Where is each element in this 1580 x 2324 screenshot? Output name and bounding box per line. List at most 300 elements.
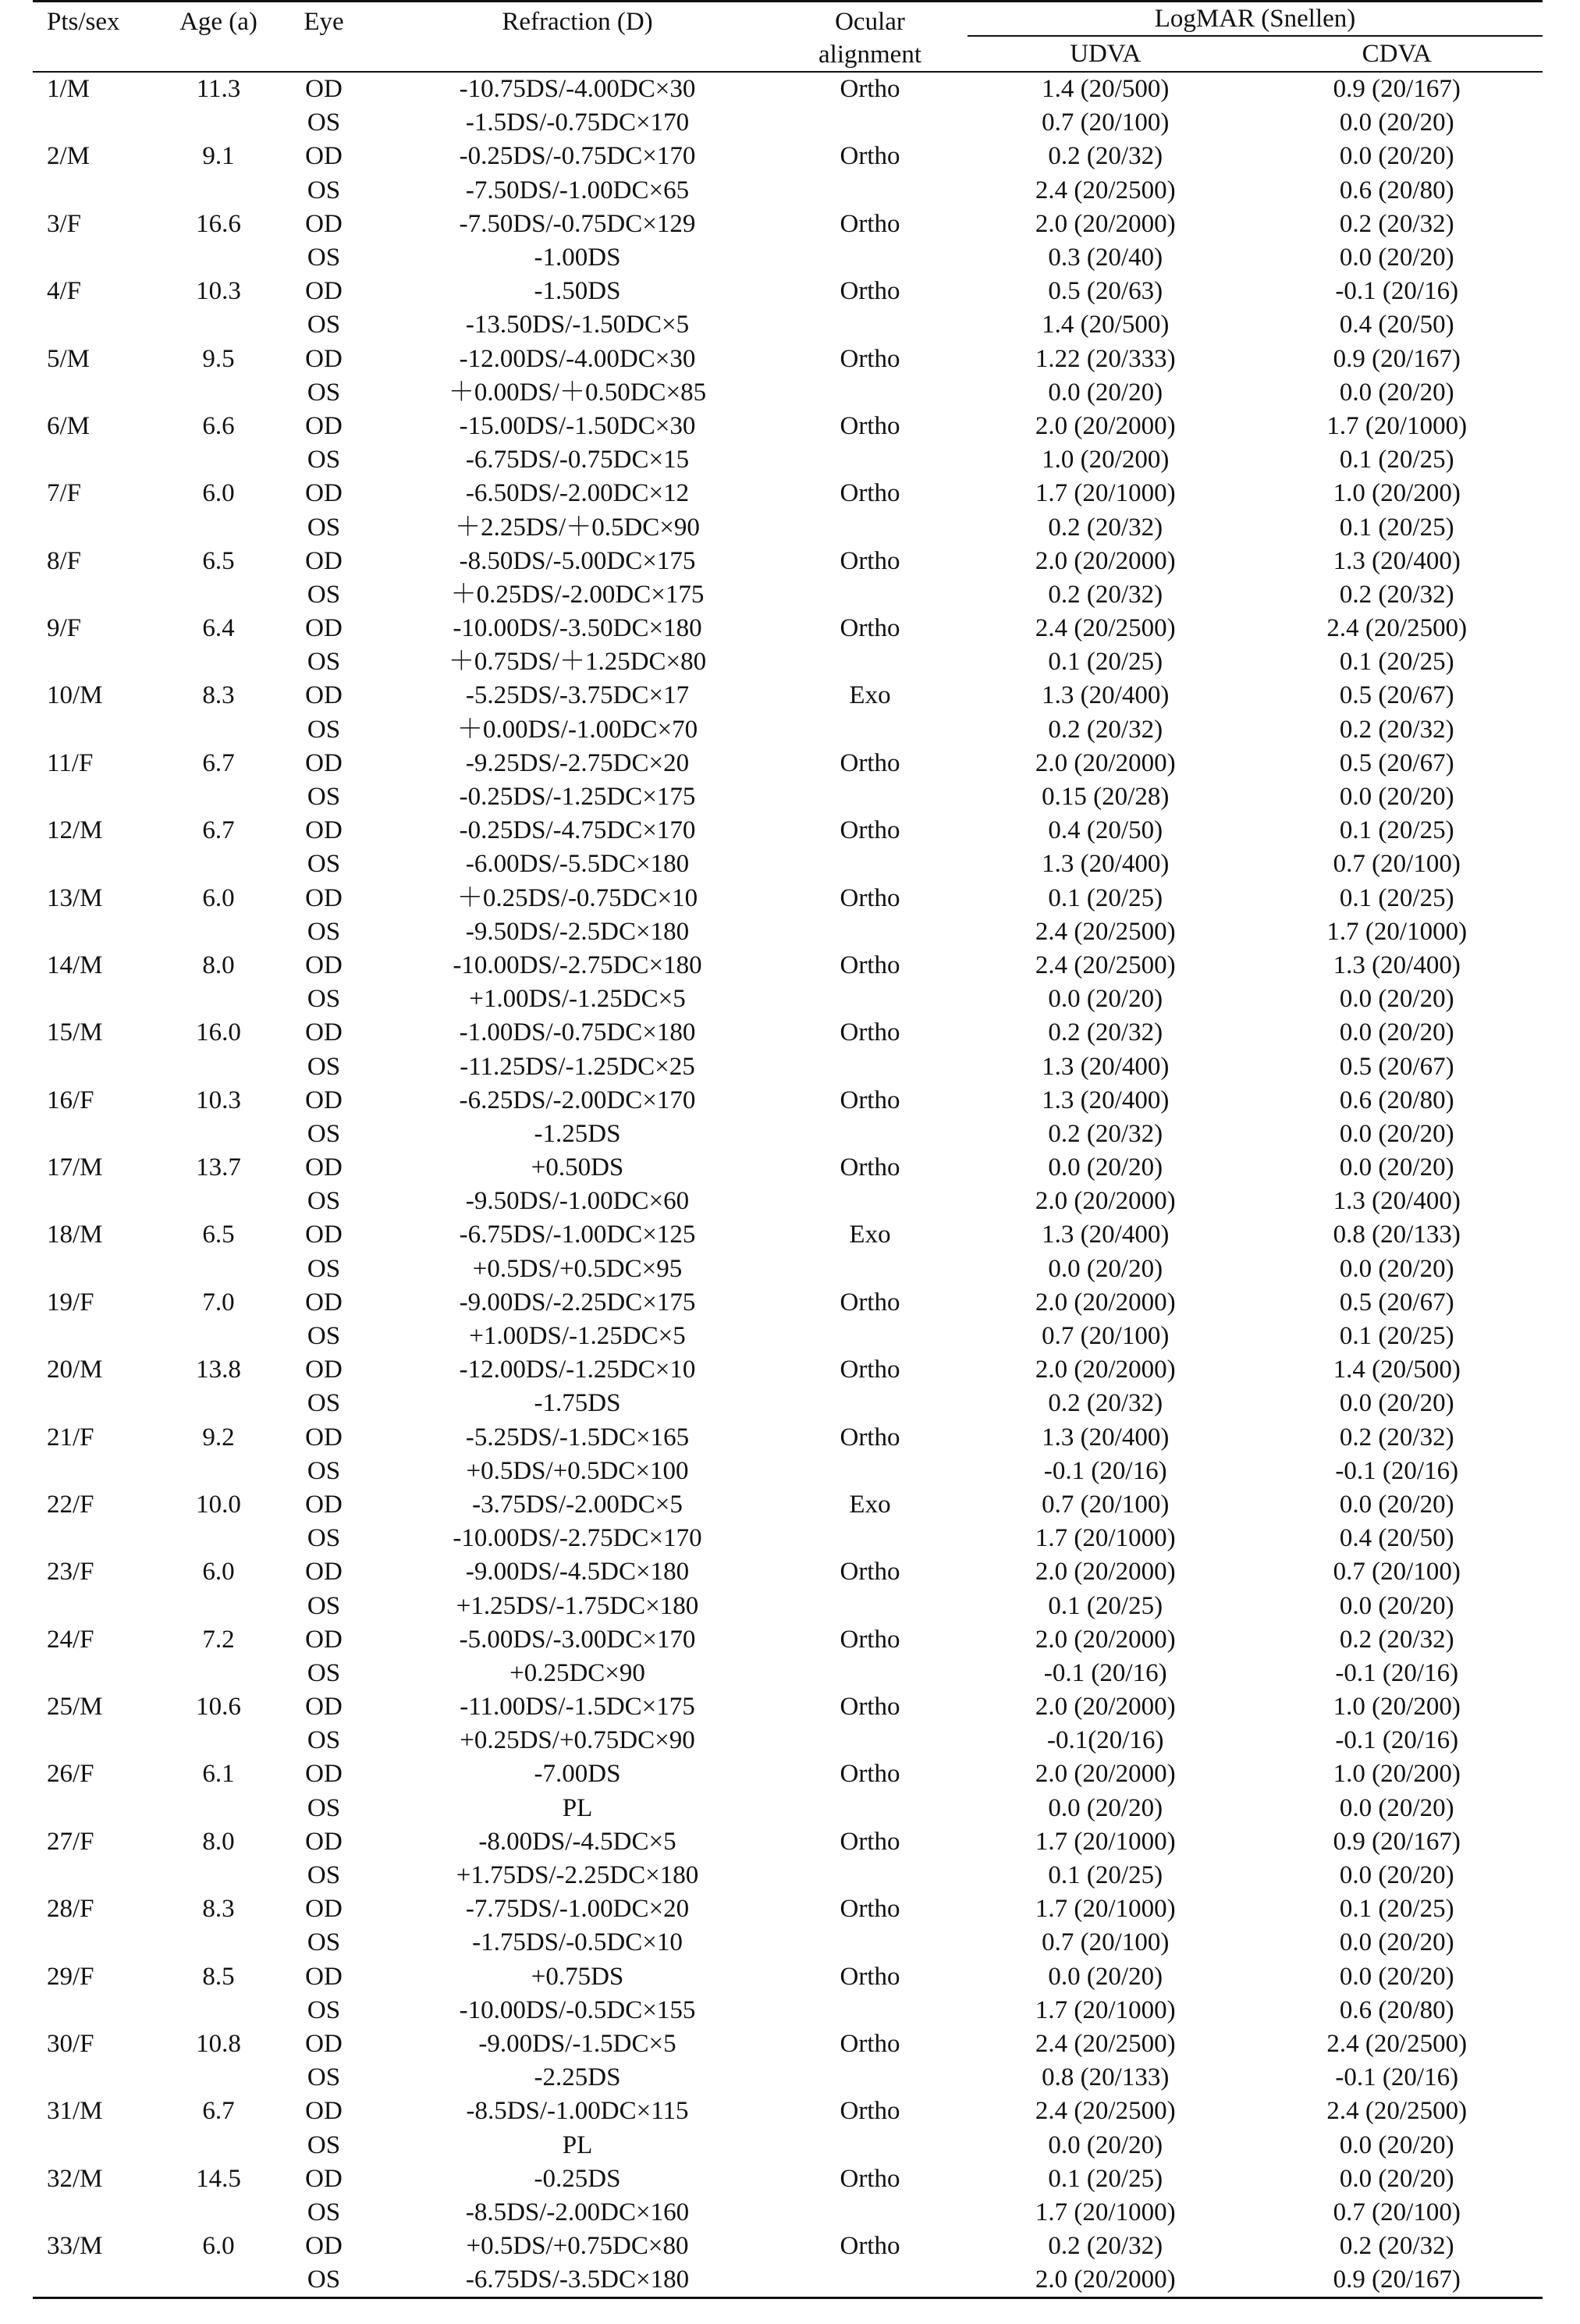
- cell-cdva: 1.0 (20/200): [1333, 1760, 1461, 1789]
- cell-eye: OS: [307, 1389, 341, 1418]
- cell-patient-sex: [33, 1589, 164, 1622]
- cell-ocular-alignment: Ortho: [840, 1760, 900, 1789]
- cell-refraction: -6.00DS/-5.5DC×180: [465, 850, 690, 879]
- cell-patient-sex: 13/M: [47, 883, 103, 912]
- cell-udva: 0.0 (20/20): [1048, 985, 1163, 1014]
- cell-cdva: 1.3 (20/400): [1333, 1187, 1461, 1216]
- cell-refraction: -11.00DS/-1.5DC×175: [460, 1693, 695, 1722]
- cell-age: [164, 780, 273, 814]
- cell-eye: OS: [307, 648, 341, 677]
- cell-udva: 2.4 (20/2500): [1035, 917, 1176, 946]
- cell-refraction: -9.50DS/-2.5DC×180: [465, 917, 690, 946]
- cell-eye: OS: [307, 1928, 341, 1957]
- cell-ocular-alignment: [780, 1522, 960, 1555]
- cell-age: [164, 443, 273, 477]
- cell-udva: 0.7 (20/100): [1042, 1928, 1170, 1957]
- cell-cdva: 0.0 (20/20): [1339, 985, 1454, 1014]
- cell-ocular-alignment: Ortho: [840, 411, 900, 440]
- cell-age: 8.0: [202, 1827, 235, 1856]
- cell-eye: OD: [305, 277, 343, 306]
- cell-eye: OD: [305, 2029, 343, 2058]
- cell-eye: OS: [307, 176, 341, 204]
- cell-udva: 1.4 (20/500): [1042, 75, 1170, 104]
- cell-patient-sex: [33, 1320, 164, 1353]
- cell-eye: OD: [305, 1693, 343, 1722]
- cell-age: 6.6: [202, 411, 235, 440]
- cell-cdva: 0.9 (20/167): [1333, 1827, 1461, 1856]
- table-row: [33, 1994, 1543, 2027]
- cell-patient-sex: [33, 174, 164, 208]
- cell-ocular-alignment: Ortho: [840, 1018, 900, 1047]
- cell-cdva: 0.0 (20/20): [1339, 1490, 1454, 1519]
- cell-age: 6.7: [202, 816, 235, 845]
- cell-age: [164, 241, 273, 275]
- table-row: [33, 1757, 1543, 1791]
- cell-patient-sex: 20/M: [47, 1356, 103, 1384]
- cell-ocular-alignment: Ortho: [840, 209, 900, 238]
- cell-refraction: -3.75DS/-2.00DC×5: [472, 1490, 683, 1519]
- table-row: [33, 2027, 1543, 2061]
- cell-patient-sex: 23/F: [47, 1558, 94, 1587]
- cell-ocular-alignment: Ortho: [840, 1086, 900, 1114]
- cell-ocular-alignment: Ortho: [840, 1962, 900, 1991]
- table-row: [33, 2128, 1543, 2162]
- cell-udva: 1.3 (20/400): [1042, 1221, 1170, 1249]
- cell-udva: 1.7 (20/1000): [1035, 1827, 1176, 1856]
- cell-refraction: ＋0.25DS/-2.00DC×175: [450, 580, 705, 609]
- cell-udva: 0.2 (20/32): [1048, 1018, 1163, 1047]
- cell-patient-sex: [33, 1387, 164, 1420]
- table-row: [33, 2162, 1543, 2196]
- cell-ocular-alignment: [780, 1994, 960, 2027]
- table-row: [33, 1657, 1543, 1690]
- cell-age: [164, 1050, 273, 1083]
- cell-ocular-alignment: [780, 1859, 960, 1892]
- header-logmar-label: LogMAR (Snellen): [968, 2, 1543, 37]
- cell-age: 6.0: [202, 1558, 235, 1587]
- cell-ocular-alignment: Ortho: [840, 277, 900, 306]
- cell-eye: OD: [305, 1490, 343, 1519]
- cell-age: [164, 1387, 273, 1420]
- cell-udva: 0.0 (20/20): [1048, 1793, 1163, 1822]
- cell-udva: 0.2 (20/32): [1048, 2232, 1163, 2261]
- cell-ocular-alignment: [780, 510, 960, 544]
- cell-refraction: -6.50DS/-2.00DC×12: [465, 479, 690, 508]
- header-row-1: [33, 2, 1543, 37]
- cell-patient-sex: 2/M: [47, 142, 91, 171]
- cell-eye: OS: [307, 243, 341, 272]
- cell-patient-sex: [33, 848, 164, 881]
- cell-age: 10.3: [196, 1086, 241, 1114]
- cell-age: [164, 645, 273, 679]
- cell-cdva: 1.0 (20/200): [1333, 1693, 1461, 1722]
- table-row: [33, 2263, 1543, 2298]
- cell-age: 7.0: [202, 1288, 235, 1317]
- table-row: [33, 1016, 1543, 1050]
- cell-refraction: -1.75DS/-0.5DC×10: [472, 1928, 683, 1957]
- table-row: [33, 477, 1543, 510]
- cell-refraction: -9.50DS/-1.00DC×60: [465, 1187, 690, 1216]
- cell-patient-sex: 18/M: [47, 1221, 103, 1249]
- cell-ocular-alignment: [780, 1455, 960, 1488]
- table-row: [33, 140, 1543, 173]
- cell-udva: 2.4 (20/2500): [1035, 2029, 1176, 2058]
- cell-refraction: -1.50DS: [534, 277, 621, 306]
- cell-patient-sex: 33/M: [47, 2232, 103, 2261]
- cell-cdva: 1.7 (20/1000): [1326, 411, 1468, 440]
- cell-cdva: 0.0 (20/20): [1339, 1591, 1454, 1620]
- cell-cdva: 0.9 (20/167): [1333, 344, 1461, 373]
- cell-cdva: 1.4 (20/500): [1333, 1356, 1461, 1384]
- cell-eye: OD: [305, 546, 343, 575]
- cell-cdva: 0.5 (20/67): [1339, 748, 1454, 777]
- cell-ocular-alignment: [780, 848, 960, 881]
- cell-ocular-alignment: [780, 308, 960, 342]
- cell-refraction: ＋0.00DS/-1.00DC×70: [456, 715, 698, 744]
- cell-ocular-alignment: Ortho: [840, 1895, 900, 1924]
- cell-cdva: 0.0 (20/20): [1339, 1928, 1454, 1957]
- cell-eye: OS: [307, 446, 341, 474]
- cell-udva: 1.3 (20/400): [1042, 681, 1170, 710]
- cell-age: [164, 2263, 273, 2298]
- table-row: [33, 241, 1543, 275]
- cell-ocular-alignment: [780, 1724, 960, 1757]
- cell-patient-sex: 32/M: [47, 2164, 103, 2193]
- cell-ocular-alignment: Ortho: [840, 883, 900, 912]
- table-row: [33, 343, 1543, 376]
- cell-cdva: 0.1 (20/25): [1339, 1895, 1454, 1924]
- cell-cdva: -0.1 (20/16): [1335, 1456, 1459, 1485]
- cell-eye: OD: [305, 411, 343, 440]
- cell-refraction: -1.25DS: [534, 1119, 621, 1148]
- cell-udva: 0.1 (20/25): [1048, 1591, 1163, 1620]
- cell-refraction: -13.50DS/-1.50DC×5: [465, 311, 690, 339]
- cell-ocular-alignment: [780, 915, 960, 949]
- cell-patient-sex: 6/M: [47, 411, 91, 440]
- cell-refraction: -0.25DS/-0.75DC×170: [459, 142, 696, 171]
- cell-ocular-alignment: Ortho: [840, 1423, 900, 1452]
- cell-cdva: 0.9 (20/167): [1333, 75, 1461, 104]
- cell-eye: OD: [305, 1086, 343, 1114]
- cell-ocular-alignment: [780, 376, 960, 410]
- cell-age: [164, 1589, 273, 1622]
- cell-udva: 2.0 (20/2000): [1035, 209, 1176, 238]
- cell-refraction: -10.75DS/-4.00DC×30: [459, 75, 696, 104]
- cell-patient-sex: [33, 1792, 164, 1825]
- cell-cdva: 0.0 (20/20): [1339, 1962, 1454, 1991]
- cell-udva: 0.1 (20/25): [1048, 883, 1163, 912]
- cell-eye: OD: [305, 1018, 343, 1047]
- table-row: [33, 1724, 1543, 1757]
- cell-cdva: 0.1 (20/25): [1339, 648, 1454, 677]
- cell-patient-sex: 19/F: [47, 1288, 94, 1317]
- cell-ocular-alignment: Ortho: [840, 344, 900, 373]
- cell-refraction: -12.00DS/-1.25DC×10: [459, 1356, 696, 1384]
- cell-udva: 0.8 (20/133): [1042, 2063, 1170, 2092]
- cell-eye: OS: [307, 1995, 341, 2024]
- cell-udva: 0.4 (20/50): [1048, 816, 1163, 845]
- cell-patient-sex: 5/M: [47, 344, 91, 373]
- table-row: [33, 612, 1543, 645]
- cell-patient-sex: [33, 510, 164, 544]
- cell-eye: OS: [307, 1254, 341, 1283]
- cell-refraction: -11.25DS/-1.25DC×25: [460, 1052, 695, 1081]
- cell-eye: OS: [307, 1658, 341, 1687]
- cell-ocular-alignment: [780, 578, 960, 612]
- cell-eye: OD: [305, 748, 343, 777]
- cell-cdva: 0.0 (20/20): [1339, 1254, 1454, 1283]
- cell-patient-sex: 14/M: [47, 951, 103, 979]
- table-row: [33, 1050, 1543, 1083]
- cell-refraction: +0.5DS/+0.75DC×80: [466, 2232, 689, 2261]
- cell-eye: OS: [307, 2198, 341, 2226]
- cell-age: 9.2: [202, 1423, 235, 1452]
- cell-refraction: -5.00DS/-3.00DC×170: [459, 1625, 696, 1654]
- cell-age: 10.3: [196, 277, 241, 306]
- cell-refraction: +0.5DS/+0.5DC×100: [466, 1456, 689, 1485]
- cell-udva: 0.0 (20/20): [1048, 2130, 1163, 2159]
- cell-cdva: 0.1 (20/25): [1339, 883, 1454, 912]
- cell-ocular-alignment: Exo: [849, 681, 891, 710]
- table-row: [33, 1421, 1543, 1455]
- cell-cdva: 0.0 (20/20): [1339, 243, 1454, 272]
- cell-cdva: 0.2 (20/32): [1339, 209, 1454, 238]
- cell-refraction: -6.75DS/-1.00DC×125: [459, 1221, 696, 1249]
- cell-ocular-alignment: [780, 1050, 960, 1083]
- cell-cdva: 0.2 (20/32): [1339, 1625, 1454, 1654]
- table-row: [33, 275, 1543, 308]
- cell-refraction: -7.50DS/-1.00DC×65: [465, 176, 690, 204]
- cell-udva: 2.0 (20/2000): [1035, 546, 1176, 575]
- table-row: [33, 1320, 1543, 1353]
- cell-patient-sex: 4/F: [47, 277, 82, 306]
- cell-patient-sex: 12/M: [47, 816, 103, 845]
- cell-patient-sex: [33, 1050, 164, 1083]
- cell-eye: OD: [305, 1356, 343, 1384]
- cell-patient-sex: 15/M: [47, 1018, 103, 1047]
- cell-patient-sex: [33, 780, 164, 814]
- cell-cdva: 0.6 (20/80): [1339, 176, 1454, 204]
- cell-eye: OD: [305, 2097, 343, 2126]
- table-row: [33, 510, 1543, 544]
- cell-cdva: -0.1 (20/16): [1335, 277, 1459, 306]
- cell-ocular-alignment: [780, 1118, 960, 1151]
- cell-udva: 1.4 (20/500): [1042, 311, 1170, 339]
- cell-udva: 1.22 (20/333): [1035, 344, 1176, 373]
- cell-refraction: +0.50DS: [531, 1153, 624, 1182]
- cell-age: [164, 376, 273, 410]
- cell-cdva: 1.0 (20/200): [1333, 479, 1461, 508]
- cell-eye: OS: [307, 850, 341, 879]
- cell-eye: OS: [307, 2063, 341, 2092]
- header-ocular-alignment-line1: Ocular: [835, 8, 905, 36]
- cell-ocular-alignment: Exo: [849, 1221, 891, 1249]
- cell-udva: 0.7 (20/100): [1042, 1322, 1170, 1351]
- cell-age: [164, 510, 273, 544]
- cell-patient-sex: [33, 308, 164, 342]
- cell-patient-sex: [33, 376, 164, 410]
- cell-ocular-alignment: [780, 1320, 960, 1353]
- cell-cdva: 0.4 (20/50): [1339, 1524, 1454, 1553]
- cell-eye: OD: [305, 2232, 343, 2261]
- cell-eye: OS: [307, 580, 341, 609]
- cell-refraction: ＋0.00DS/＋0.50DC×85: [448, 378, 707, 407]
- cell-cdva: 1.3 (20/400): [1333, 951, 1461, 979]
- table-row: [33, 174, 1543, 208]
- cell-refraction: -9.25DS/-2.75DC×20: [465, 748, 690, 777]
- cell-patient-sex: [33, 1926, 164, 1960]
- cell-age: [164, 174, 273, 208]
- cell-refraction: -0.25DS: [534, 2164, 621, 2193]
- cell-refraction: -8.5DS/-2.00DC×160: [465, 2198, 690, 2226]
- cell-refraction: -1.00DS/-0.75DC×180: [459, 1018, 696, 1047]
- cell-cdva: -0.1 (20/16): [1335, 1658, 1459, 1687]
- cell-refraction: -6.75DS/-3.5DC×180: [375, 2263, 780, 2298]
- cell-refraction: +0.5DS/+0.5DC×95: [472, 1254, 683, 1283]
- table-row: [33, 578, 1543, 612]
- cell-patient-sex: [33, 1253, 164, 1286]
- cell-refraction: -1.5DS/-0.75DC×170: [465, 108, 690, 137]
- cell-ocular-alignment: Ortho: [840, 479, 900, 508]
- cell-cdva: -0.1 (20/16): [1335, 2063, 1459, 2092]
- cell-cdva: 0.7 (20/100): [1333, 1558, 1461, 1587]
- cell-refraction: -0.25DS/-4.75DC×170: [459, 816, 696, 845]
- header-eye: Eye: [273, 2, 375, 73]
- cell-age: 8.3: [202, 681, 235, 710]
- cell-eye: OD: [305, 1153, 343, 1182]
- cell-patient-sex: [33, 106, 164, 140]
- table-row: [33, 713, 1543, 747]
- cell-refraction: +1.00DS/-1.25DC×5: [469, 1322, 686, 1351]
- cell-refraction: +1.00DS/-1.25DC×5: [469, 985, 686, 1014]
- cell-eye: OS: [307, 378, 341, 407]
- cell-udva: 0.2 (20/32): [1048, 1389, 1163, 1418]
- cell-age: 6.1: [202, 1760, 235, 1789]
- cell-patient-sex: [33, 2196, 164, 2230]
- cell-age: [164, 1792, 273, 1825]
- cell-udva: -0.1(20/16): [1047, 1726, 1164, 1755]
- cell-ocular-alignment: Ortho: [840, 951, 900, 979]
- cell-udva: 0.2 (20/32): [1048, 142, 1163, 171]
- cell-patient-sex: [33, 1657, 164, 1690]
- cell-ocular-alignment: Ortho: [840, 1625, 900, 1654]
- cell-patient-sex: [33, 1859, 164, 1892]
- cell-patient-sex: [33, 645, 164, 679]
- cell-refraction: +0.25DS/+0.75DC×90: [460, 1726, 695, 1755]
- cell-cdva: 0.1 (20/25): [1339, 1322, 1454, 1351]
- table-row: [33, 983, 1543, 1016]
- cell-ocular-alignment: Exo: [849, 1490, 891, 1519]
- table-row: [33, 814, 1543, 848]
- cell-eye: OS: [307, 1793, 341, 1822]
- cell-cdva: 2.4 (20/2500): [1326, 2029, 1468, 2058]
- cell-eye: OS: [307, 715, 341, 744]
- cell-cdva: 0.8 (20/133): [1333, 1221, 1461, 1249]
- cell-cdva: 0.0 (20/20): [1339, 2164, 1454, 2193]
- cell-udva: 1.0 (20/200): [1042, 446, 1170, 474]
- cell-refraction: PL: [562, 2130, 593, 2159]
- table-header: [33, 2, 1543, 73]
- cell-udva: 0.0 (20/20): [1048, 1153, 1163, 1182]
- cell-eye: OS: [307, 108, 341, 137]
- cell-ocular-alignment: [780, 2061, 960, 2095]
- cell-udva: 0.2 (20/32): [1048, 513, 1163, 542]
- header-logmar: [960, 2, 1543, 37]
- table-row: [33, 915, 1543, 949]
- cell-age: 13.8: [196, 1356, 241, 1384]
- cell-age: 13.7: [196, 1153, 241, 1182]
- cell-refraction: +1.25DS/-1.75DC×180: [456, 1591, 699, 1620]
- cell-age: [164, 2128, 273, 2162]
- header-age: Age (a): [164, 2, 273, 73]
- cell-udva: 2.0 (20/2000): [1035, 1356, 1176, 1384]
- cell-eye: OD: [305, 1625, 343, 1654]
- cell-eye: OS: [307, 1591, 341, 1620]
- cell-refraction: +0.75DS: [531, 1962, 624, 1991]
- cell-udva: 2.0 (20/2000): [1035, 1693, 1176, 1722]
- table-row: [33, 106, 1543, 140]
- table-row: [33, 1353, 1543, 1387]
- cell-ocular-alignment: [780, 780, 960, 814]
- cell-udva: 0.0 (20/20): [1048, 1254, 1163, 1283]
- header-refraction: Refraction (D): [375, 2, 780, 73]
- cell-patient-sex: 8/F: [47, 546, 82, 575]
- table-row: [33, 2230, 1543, 2263]
- cell-udva: 0.15 (20/28): [1042, 783, 1170, 812]
- cell-ocular-alignment: Ortho: [840, 748, 900, 777]
- table-row: [33, 1151, 1543, 1185]
- cell-refraction: -9.00DS/-2.25DC×175: [459, 1288, 696, 1317]
- cell-patient-sex: [33, 1724, 164, 1757]
- cell-refraction: -5.25DS/-1.5DC×165: [465, 1423, 690, 1452]
- cell-age: 16.0: [196, 1018, 241, 1047]
- table-row: [33, 1522, 1543, 1555]
- cell-cdva: 0.6 (20/80): [1339, 1995, 1454, 2024]
- cell-refraction: -10.00DS/-0.5DC×155: [459, 1995, 696, 2024]
- cell-cdva: 2.4 (20/2500): [1326, 2097, 1468, 2126]
- cell-cdva: 0.2 (20/32): [1339, 2232, 1454, 2261]
- cell-udva: 0.2 (20/32): [1048, 715, 1163, 744]
- cell-ocular-alignment: Ortho: [840, 1356, 900, 1384]
- cell-age: 9.5: [202, 344, 235, 373]
- table-row: [33, 410, 1543, 443]
- cell-patient-sex: 17/M: [47, 1153, 103, 1182]
- table-row: [33, 308, 1543, 342]
- table-row: [33, 443, 1543, 477]
- table-row: [33, 1926, 1543, 1960]
- table-row: [33, 1185, 1543, 1218]
- table-row: [33, 1253, 1543, 1286]
- cell-ocular-alignment: [780, 443, 960, 477]
- cell-ocular-alignment: [780, 1589, 960, 1622]
- cell-refraction: -8.00DS/-4.5DC×5: [478, 1827, 676, 1856]
- cell-age: 8.0: [202, 951, 235, 979]
- cell-udva: 2.4 (20/2500): [1035, 176, 1176, 204]
- cell-ocular-alignment: [780, 645, 960, 679]
- cell-ocular-alignment: Ortho: [840, 614, 900, 643]
- cell-eye: OD: [305, 1895, 343, 1924]
- cell-eye: OD: [305, 1962, 343, 1991]
- cell-cdva: 0.4 (20/50): [1339, 311, 1454, 339]
- table-row: [33, 1218, 1543, 1252]
- cell-refraction: -1.75DS: [534, 1389, 621, 1418]
- table-row: [33, 1690, 1543, 1724]
- cell-eye: OD: [305, 614, 343, 643]
- cell-eye: OD: [305, 1423, 343, 1452]
- cell-patient-sex: [33, 983, 164, 1016]
- table-row: [33, 1455, 1543, 1488]
- cell-refraction: -8.50DS/-5.00DC×175: [459, 546, 696, 575]
